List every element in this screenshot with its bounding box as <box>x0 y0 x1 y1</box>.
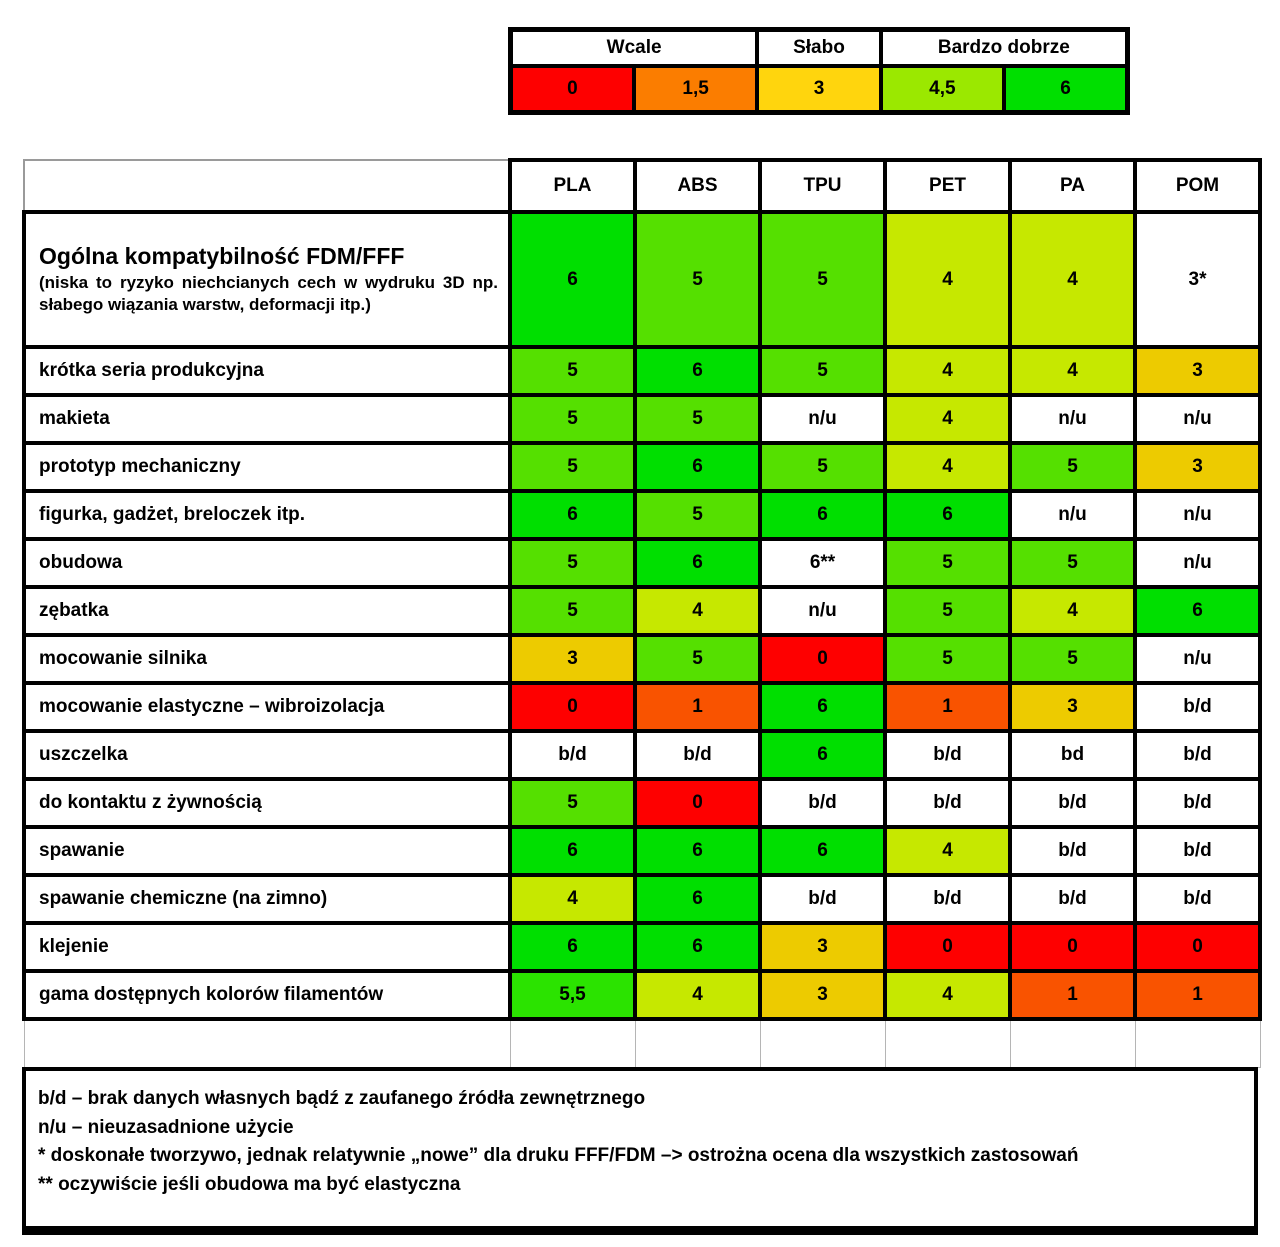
score-cell: 6 <box>760 683 885 731</box>
score-cell: 5 <box>635 635 760 683</box>
table-row <box>24 491 1260 539</box>
score-cell: 0 <box>1135 923 1260 971</box>
score-cell: 4 <box>635 587 760 635</box>
score-cell: 0 <box>885 923 1010 971</box>
score-cell: b/d <box>1135 875 1260 923</box>
legend-score-cell: 4,5 <box>881 66 1004 113</box>
legend-values-row <box>511 66 1128 113</box>
table-row <box>24 635 1260 683</box>
score-cell: b/d <box>885 779 1010 827</box>
score-cell: n/u <box>1010 491 1135 539</box>
score-cell: 3 <box>510 635 635 683</box>
score-cell: 6 <box>635 539 760 587</box>
row-label: prototyp mechaniczny <box>24 443 510 491</box>
score-cell: 5 <box>1010 635 1135 683</box>
score-cell: 4 <box>1010 212 1135 347</box>
score-cell: 6 <box>510 923 635 971</box>
score-cell: 0 <box>1010 923 1135 971</box>
legend-score-cell: 1,5 <box>634 66 757 113</box>
score-cell: b/d <box>885 731 1010 779</box>
score-cell: 3 <box>760 923 885 971</box>
table-row <box>24 875 1260 923</box>
row-label <box>24 212 510 347</box>
score-cell: 4 <box>635 971 760 1019</box>
footnote-line: b/d – brak danych własnych bądź z zaufanego źródła zewnętrznego <box>38 1088 646 1109</box>
legend-table <box>508 27 1130 115</box>
score-cell: 5 <box>1010 443 1135 491</box>
score-cell: 0 <box>760 635 885 683</box>
legend-header-row <box>511 30 1128 67</box>
spacer-cell <box>1135 1019 1260 1067</box>
score-cell: b/d <box>510 731 635 779</box>
score-cell: 0 <box>510 683 635 731</box>
row-label: do kontaktu z żywnością <box>24 779 510 827</box>
score-cell: 1 <box>635 683 760 731</box>
legend-score-cell: 0 <box>511 66 634 113</box>
score-cell: b/d <box>1135 683 1260 731</box>
score-cell: b/d <box>1010 875 1135 923</box>
score-cell: 4 <box>885 971 1010 1019</box>
score-cell: 6 <box>510 212 635 347</box>
legend-group-label: Słabo <box>757 30 880 67</box>
column-header: PLA <box>510 160 635 212</box>
score-cell: n/u <box>1010 395 1135 443</box>
score-cell: 3* <box>1135 212 1260 347</box>
row-label: zębatka <box>24 587 510 635</box>
score-cell: 5 <box>1010 539 1135 587</box>
score-cell: b/d <box>1135 731 1260 779</box>
score-cell: 5 <box>510 587 635 635</box>
score-cell: 5 <box>510 347 635 395</box>
score-cell: b/d <box>760 875 885 923</box>
score-cell: b/d <box>635 731 760 779</box>
spacer-row <box>24 1019 1260 1067</box>
row-title: Ogólna kompatybilność FDM/FFF <box>39 242 405 269</box>
score-cell: 6 <box>760 731 885 779</box>
column-header: PET <box>885 160 1010 212</box>
score-cell: 5 <box>885 635 1010 683</box>
table-row <box>24 212 1260 347</box>
material-compatibility-table <box>22 158 1262 1068</box>
score-cell: 3 <box>1135 443 1260 491</box>
score-cell: 6** <box>760 539 885 587</box>
score-cell: 1 <box>1135 971 1260 1019</box>
score-cell: b/d <box>885 875 1010 923</box>
corner-cell <box>24 160 510 212</box>
score-cell: 5,5 <box>510 971 635 1019</box>
footnote-line: n/u – nieuzasadnione użycie <box>38 1116 294 1138</box>
row-label: mocowanie silnika <box>24 635 510 683</box>
score-cell: 5 <box>510 443 635 491</box>
score-cell: 4 <box>885 212 1010 347</box>
score-cell: 1 <box>1010 971 1135 1019</box>
score-cell: 4 <box>1010 587 1135 635</box>
row-label: makieta <box>24 395 510 443</box>
score-cell: 5 <box>760 212 885 347</box>
table-row <box>24 683 1260 731</box>
score-cell: 6 <box>635 827 760 875</box>
table-row <box>24 971 1260 1019</box>
score-cell: 4 <box>885 347 1010 395</box>
score-cell: n/u <box>1135 491 1260 539</box>
row-label: mocowanie elastyczne – wibroizolacja <box>24 683 510 731</box>
score-cell: 5 <box>885 539 1010 587</box>
score-cell: 6 <box>760 827 885 875</box>
score-cell: 5 <box>635 395 760 443</box>
table-row <box>24 539 1260 587</box>
score-cell: 6 <box>635 875 760 923</box>
row-label: spawanie <box>24 827 510 875</box>
table-row <box>24 395 1260 443</box>
score-cell: 4 <box>1010 347 1135 395</box>
footnote-line: * doskonałe tworzywo, jednak relatywnie „nowe” dla druku FFF/FDM –> ostrożna ocena dla wszystkich zastosowań <box>38 1145 1079 1166</box>
row-label: klejenie <box>24 923 510 971</box>
row-label: obudowa <box>24 539 510 587</box>
column-header-row <box>24 160 1260 212</box>
score-cell: 5 <box>510 779 635 827</box>
spacer-cell <box>760 1019 885 1067</box>
row-label: spawanie chemiczne (na zimno) <box>24 875 510 923</box>
legend-score-cell: 6 <box>1004 66 1127 113</box>
spacer-cell <box>24 1019 510 1067</box>
score-cell: 4 <box>885 443 1010 491</box>
score-cell: n/u <box>760 587 885 635</box>
column-header: PA <box>1010 160 1135 212</box>
score-cell: 5 <box>885 587 1010 635</box>
row-label: figurka, gadżet, breloczek itp. <box>24 491 510 539</box>
score-cell: 1 <box>885 683 1010 731</box>
table-row <box>24 347 1260 395</box>
score-cell: 6 <box>760 491 885 539</box>
spacer-cell <box>885 1019 1010 1067</box>
score-cell: n/u <box>1135 635 1260 683</box>
row-subtitle: (niska to ryzyko niechcianych cech w wydruku 3D np. słabego wiązania warstw, deformacji itp.) <box>39 273 498 315</box>
score-cell: 6 <box>885 491 1010 539</box>
legend-group-label: Bardzo dobrze <box>881 30 1128 67</box>
footnote-line: ** oczywiście jeśli obudowa ma być elastyczna <box>38 1173 461 1195</box>
row-label: krótka seria produkcyjna <box>24 347 510 395</box>
row-label: gama dostępnych kolorów filamentów <box>24 971 510 1019</box>
score-cell: 6 <box>510 827 635 875</box>
score-cell: b/d <box>1135 779 1260 827</box>
score-cell: 6 <box>635 923 760 971</box>
table-row <box>24 587 1260 635</box>
score-cell: n/u <box>760 395 885 443</box>
spacer-cell <box>1010 1019 1135 1067</box>
score-cell: n/u <box>1135 395 1260 443</box>
footnotes-box <box>22 1067 1258 1235</box>
score-cell: 5 <box>760 443 885 491</box>
score-cell: 6 <box>635 443 760 491</box>
score-cell: 5 <box>760 347 885 395</box>
score-cell: bd <box>1010 731 1135 779</box>
score-cell: 3 <box>760 971 885 1019</box>
legend-score-cell: 3 <box>757 66 880 113</box>
score-cell: b/d <box>1010 827 1135 875</box>
spacer-cell <box>510 1019 635 1067</box>
table-row <box>24 779 1260 827</box>
score-cell: 5 <box>510 395 635 443</box>
score-cell: 0 <box>635 779 760 827</box>
column-header: ABS <box>635 160 760 212</box>
score-cell: 4 <box>885 395 1010 443</box>
score-cell: 6 <box>1135 587 1260 635</box>
table-row <box>24 923 1260 971</box>
spacer-cell <box>635 1019 760 1067</box>
score-cell: 4 <box>510 875 635 923</box>
table-row <box>24 827 1260 875</box>
score-cell: 6 <box>510 491 635 539</box>
score-cell: b/d <box>1010 779 1135 827</box>
score-cell: 5 <box>635 491 760 539</box>
score-cell: b/d <box>760 779 885 827</box>
table-row <box>24 731 1260 779</box>
row-label: uszczelka <box>24 731 510 779</box>
score-cell: 5 <box>510 539 635 587</box>
score-cell: 3 <box>1135 347 1260 395</box>
score-cell: n/u <box>1135 539 1260 587</box>
score-cell: b/d <box>1135 827 1260 875</box>
table-row <box>24 443 1260 491</box>
score-cell: 4 <box>885 827 1010 875</box>
score-cell: 6 <box>635 347 760 395</box>
legend-group-label: Wcale <box>511 30 758 67</box>
score-cell: 3 <box>1010 683 1135 731</box>
column-header: POM <box>1135 160 1260 212</box>
score-cell: 5 <box>635 212 760 347</box>
column-header: TPU <box>760 160 885 212</box>
